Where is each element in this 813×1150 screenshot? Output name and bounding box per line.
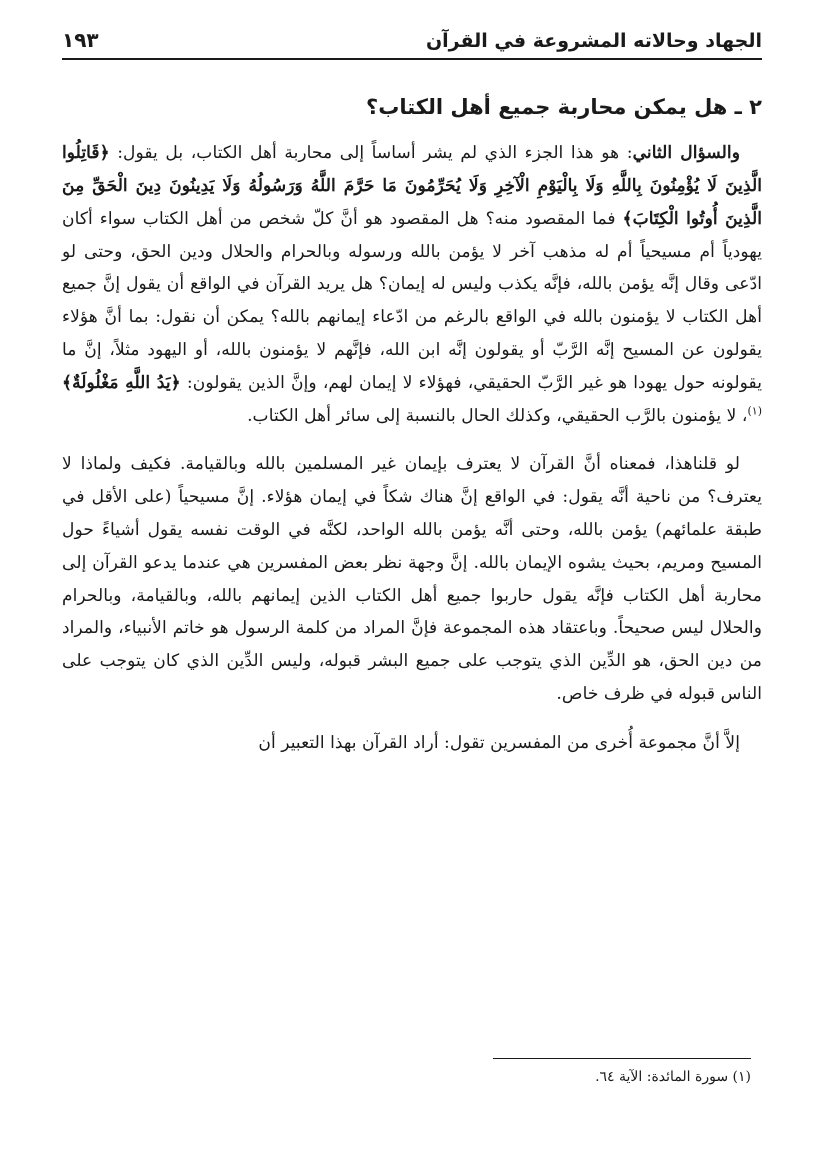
- paragraph-3: إلاَّ أنَّ مجموعة أُخرى من المفسرين تقول: أراد القرآن بهذا التعبير أن: [258, 732, 740, 753]
- paragraph-1-lead: والسؤال الثاني: [632, 143, 740, 164]
- running-title: الجهاد وحالاته المشروعة في القرآن: [425, 30, 762, 52]
- paragraph-1-text-b: فما المقصود منه؟ هل المقصود هو أنَّ كلّ شخص من أهل الكتاب سواء أكان يهودياً أم مسيحياً أم له مذهب آخر لا يؤمن بالله ورسوله وبالحرام والحلال ودين الحق، وحتى لو ادّعى وقال إنَّه يؤمن بالله، فإنَّه يكذب وليس له إيمان؟ هل يريد القرآن في الواقع أن يقول إنَّ جميع أهل الكتاب لا يؤمنون بالله في الواقع بالرغم من ادّعاء إيمانهم بالله؟ يمكن أن نقول: بما أنَّ هؤلاء يقولون عن المسيح إنَّه الرَّبّ أو يقولون إنَّه ابن الله، فإنَّهم لا يؤمنون بالله، أو اليهود مثلاً، إنَّ ما يقولونه حول يهودا هو غير الرَّبّ الحقيقي، فهؤلاء لا إيمان لهم، وإنَّ الذين يقولون:: [62, 208, 762, 393]
- footnote-reference[interactable]: (١): [747, 403, 762, 417]
- paragraph-1-text-c: ، لا يؤمنون بالرَّب الحقيقي، وكذلك الحال بالنسبة إلى سائر أهل الكتاب.: [247, 405, 748, 426]
- quran-verse-1: ﴿قَاتِلُوا الَّذِينَ لَا يُؤْمِنُونَ بِاللَّهِ وَلَا بِالْيَوْمِ الْآخِرِ وَلَا يُحَرِّمُونَ مَا حَرَّمَ اللَّهُ وَرَسُولُهُ وَلَا يَدِينُونَ دِينَ الْحَقِّ مِنَ الَّذِينَ أُوتُوا الْكِتَابَ﴾: [62, 143, 763, 229]
- footnote: [51, 1066, 751, 1088]
- page-number: ١٩٣: [62, 28, 99, 52]
- footnote-marker: (١): [732, 1069, 751, 1085]
- footnote-divider: [493, 1058, 751, 1059]
- quran-verse-2: ﴿يَدُ اللَّهِ مَغْلُولَةٌ﴾: [62, 372, 181, 393]
- footnote-text: سورة المائدة: الآية ٦٤.: [595, 1069, 733, 1085]
- book-page: [62, 28, 762, 760]
- paragraph-1: [62, 137, 762, 432]
- paragraph-2: لو قلناهذا، فمعناه أنَّ القرآن لا يعترف بإيمان غير المسلمين بالله وبالقيامة. فكيف ولماذا لا يعترف؟ من ناحية أنَّه يقول: في الواقع إنَّ هناك شكاً في إيمان هؤلاء. إنَّ مسيحياً (على الأقل في طبقة علمائهم) يؤمن بالله، وحتى أنَّه يؤمن بالله الواحد، لكنَّه في الوقت نفسه يقول أشياءً حول المسيح ومريم، بحيث يشوه الإيمان بالله. إنَّ وجهة نظر بعض المفسرين هي عندما يدعو القرآن إلى محاربة أهل الكتاب فإنَّه يقول حاربوا جميع أهل الكتاب الذين إيمانهم بالله، وبالقيامة، وبالحرام والحلال ليس صحيحاً. وباعتقاد هذه المجموعة فإنَّ المراد من كلمة الرسول هو خاتم الأنبياء، والمراد من دين الحق، هو الدِّين الذي يتوجب على جميع البشر قبوله، وليس الدِّين الذي كان يتوجب على الناس قبوله في ظرف خاص.: [62, 454, 762, 705]
- running-header: [62, 28, 762, 60]
- section-heading: ٢ ـ هل يمكن محاربة جميع أهل الكتاب؟: [366, 95, 762, 119]
- paragraph-1-text-a: : هو هذا الجزء الذي لم يشر أساساً إلى محاربة أهل الكتاب، بل يقول:: [109, 143, 633, 164]
